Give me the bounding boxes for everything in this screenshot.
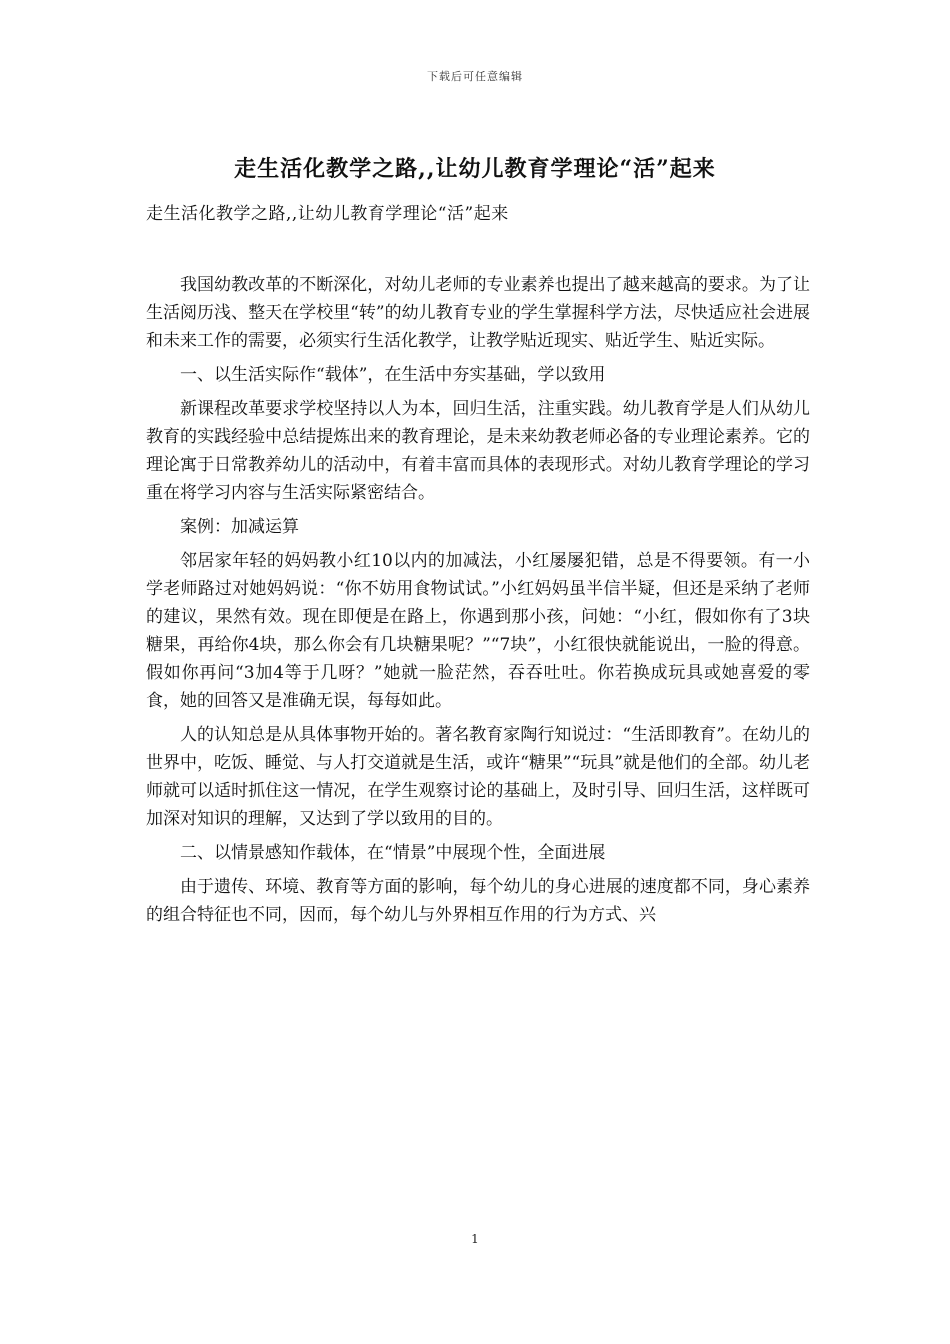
document-title: 走生活化教学之路,,让幼儿教育学理论“活”起来 (234, 156, 716, 182)
paragraph-intro: 我国幼教改革的不断深化，对幼儿老师的专业素养也提出了越来越高的要求。为了让生活阅历浅、整天在学校里“转”的幼儿教育专业的学生掌握科学方法，尽快适应社会进展和未来工作的需要，必须实行生活化教学，让教学贴近现实、贴近学生、贴近实际。 (146, 275, 810, 351)
section-heading-1: 一、以生活实际作“载体”，在生活中夯实基础，学以致用 (180, 365, 606, 385)
header-note: 下载后可任意编辑 (427, 70, 523, 83)
page-number: 1 (471, 1232, 479, 1246)
document-subtitle: 走生活化教学之路,,让幼儿教育学理论“活”起来 (146, 204, 509, 224)
section-heading-2: 二、以情景感知作载体，在“情景”中展现个性，全面进展 (180, 843, 606, 863)
case-heading: 案例：加减运算 (180, 517, 299, 537)
paragraph-curriculum: 新课程改革要求学校坚持以人为本，回归生活，注重实践。幼儿教育学是人们从幼儿教育的实践经验中总结提炼出来的教育理论，是未来幼教老师必备的专业理论素养。它的理论寓于日常教养幼儿的活动中，有着丰富而具体的表现形式。对幼儿教育学理论的学习重在将学习内容与生活实际紧密结合。 (146, 399, 810, 503)
document-body (146, 271, 810, 929)
paragraph-cognition: 人的认知总是从具体事物开始的。著名教育家陶行知说过：“生活即教育”。在幼儿的世界中，吃饭、睡觉、与人打交道就是生活，或许“糖果”“玩具”就是他们的全部。幼儿老师就可以适时抓住这一情况，在学生观察讨论的基础上，及时引导、回归生活，这样既可加深对知识的理解，又达到了学以致用的目的。 (146, 725, 810, 829)
paragraph-case: 邻居家年轻的妈妈教小红10以内的加减法，小红屡屡犯错，总是不得要领。有一小学老师路过对她妈妈说：“你不妨用食物试试。”小红妈妈虽半信半疑，但还是采纳了老师的建议，果然有效。现在即便是在路上，你遇到那小孩，问她：“小红，假如你有了3块糖果，再给你4块，那么你会有几块糖果呢？”“7块”，小红很快就能说出，一脸的得意。假如你再问“3加4等于几呀？”她就一脸茫然，吞吞吐吐。你若换成玩具或她喜爱的零食，她的回答又是准确无误，每每如此。 (146, 551, 810, 711)
paragraph-individuality: 由于遗传、环境、教育等方面的影响，每个幼儿的身心进展的速度都不同，身心素养的组合特征也不同，因而，每个幼儿与外界相互作用的行为方式、兴 (146, 877, 810, 925)
